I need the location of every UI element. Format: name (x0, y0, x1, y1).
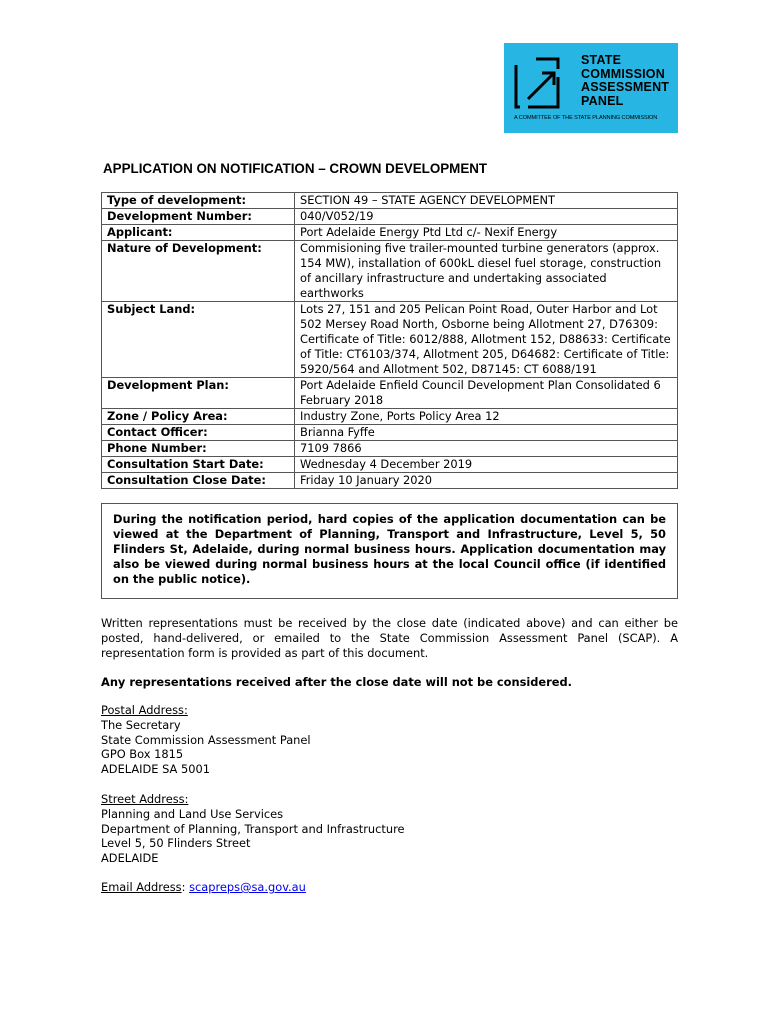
row-label: Contact Officer: (102, 425, 295, 441)
row-label: Nature of Development: (102, 241, 295, 302)
application-details-table (101, 192, 678, 489)
table-row (102, 302, 678, 378)
row-value: Commisioning five trailer-mounted turbine generators (approx. 154 MW), installation of 600kL diesel fuel storage, construction of ancillary infrastructure and undertaking associated earthworks (295, 241, 678, 302)
logo-title-line: STATE (581, 53, 622, 67)
row-label: Development Plan: (102, 378, 295, 409)
email-address: Email Address: scapreps@sa.gov.au (101, 880, 306, 894)
table-row (102, 473, 678, 489)
address-line: State Commission Assessment Panel (101, 732, 311, 747)
table-row (102, 193, 678, 209)
address-line: GPO Box 1815 (101, 747, 184, 762)
row-value: SECTION 49 – STATE AGENCY DEVELOPMENT (295, 193, 678, 209)
table-row (102, 225, 678, 241)
row-label: Applicant: (102, 225, 295, 241)
table-row (102, 457, 678, 473)
late-representations-warning: Any representations received after the close date will not be considered. (101, 675, 572, 689)
row-label: Subject Land: (102, 302, 295, 378)
postal-address (101, 703, 311, 777)
table-row (102, 241, 678, 302)
table-row (102, 209, 678, 225)
address-line: The Secretary (101, 717, 181, 732)
row-value: Port Adelaide Enfield Council Development Plan Consolidated 6 February 2018 (295, 378, 678, 409)
address-line: ADELAIDE SA 5001 (101, 762, 210, 777)
row-label: Consultation Close Date: (102, 473, 295, 489)
address-line: Department of Planning, Transport and Infrastructure (101, 821, 405, 836)
table-row (102, 441, 678, 457)
logo-title-line: ASSESSMENT (581, 80, 670, 94)
address-line: ADELAIDE (101, 851, 159, 866)
row-label: Development Number: (102, 209, 295, 225)
row-value: Industry Zone, Ports Policy Area 12 (295, 409, 678, 425)
notification-notice-box: During the notification period, hard copies of the application documentation can be viewed at the Department of Planning, Transport and Infrastructure, Level 5, 50 Flinders St, Adelaide, during normal business hours. Application documentation may also be viewed during normal business hours at the local Council office (if identified on the public notice). (101, 503, 678, 599)
address-line: Planning and Land Use Services (101, 806, 284, 821)
email-link[interactable]: scapreps@sa.gov.au (189, 880, 306, 894)
logo-tagline: A COMMITTEE OF THE STATE PLANNING COMMISSION (514, 115, 658, 121)
row-value: 7109 7866 (295, 441, 678, 457)
written-representations-text: Written representations must be received by the close date (indicated above) and can either be posted, hand-delivered, or emailed to the State Commission Assessment Panel (SCAP). A representation form is provided as part of this document. (101, 616, 678, 660)
street-address (101, 792, 405, 866)
row-label: Consultation Start Date: (102, 457, 295, 473)
logo-title-line: PANEL (581, 93, 624, 108)
row-value: Friday 10 January 2020 (295, 473, 678, 489)
address-line: Level 5, 50 Flinders Street (101, 836, 251, 851)
row-label: Phone Number: (102, 441, 295, 457)
row-value: Brianna Fyffe (295, 425, 678, 441)
row-value: Lots 27, 151 and 205 Pelican Point Road, Outer Harbor and Lot 502 Mersey Road North, Osborne being Allotment 27, D76309: Certificate of Title: 6012/888, Allotment 152, D88633: Certificate of Title: CT6103/374, Allotment 205, D64682: Certificate of Title: 5920/564 and Allotment 502, D87145: CT 6088/191 (295, 302, 678, 378)
logo-arrow-icon (514, 57, 572, 109)
email-address-heading: Email Address (101, 880, 182, 894)
page-title: APPLICATION ON NOTIFICATION – CROWN DEVELOPMENT (103, 161, 488, 176)
row-value: Wednesday 4 December 2019 (295, 457, 678, 473)
row-label: Type of development: (102, 193, 295, 209)
logo-title-line: COMMISSION (581, 66, 665, 81)
row-value: Port Adelaide Energy Ptd Ltd c/- Nexif Energy (295, 225, 678, 241)
table-row (102, 425, 678, 441)
table-row (102, 378, 678, 409)
table-row (102, 409, 678, 425)
logo-title (581, 54, 669, 108)
row-label: Zone / Policy Area: (102, 409, 295, 425)
street-address-heading: Street Address: (101, 792, 189, 806)
scap-logo (504, 43, 678, 133)
row-value: 040/V052/19 (295, 209, 678, 225)
postal-address-heading: Postal Address: (101, 703, 188, 717)
